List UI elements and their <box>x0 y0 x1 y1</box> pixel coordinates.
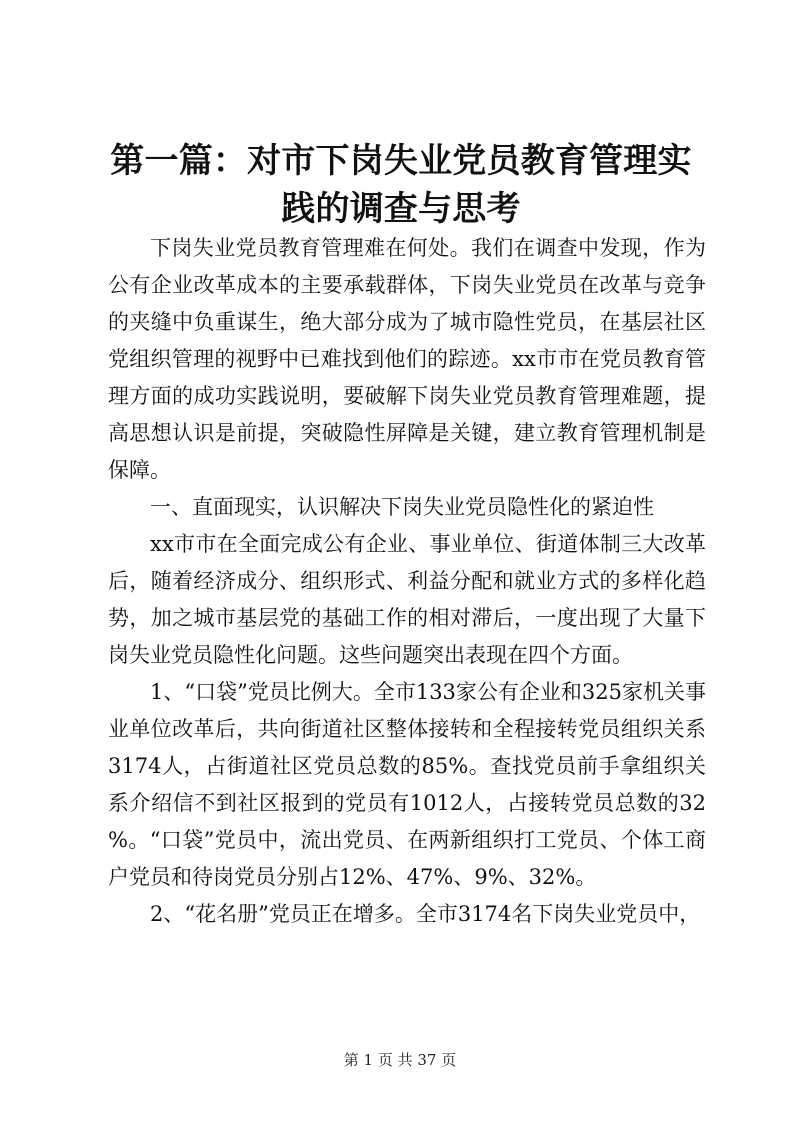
document-title: 第一篇：对市下岗失业党员教育管理实践的调查与思考 <box>110 141 692 229</box>
paragraph-background: xx市市在全面完成公有企业、事业单位、街道体制三大改革后，随着经济成分、组织形式、利益分配和就业方式的多样化趋势，加之城市基层党的基础工作的相对滞后，一度出现了大量下岗失业党员隐性化问题。这些问题突出表现在四个方面。 <box>108 532 706 667</box>
section-heading-1: 一、直面现实，认识解决下岗失业党员隐性化的紧迫性 <box>150 495 654 519</box>
paragraph-pocket-members: 1、“口袋”党员比例大。全市133家公有企业和325家机关事业单位改革后，共向街道社区整体接转和全程接转党员组织关系3174人，占街道社区党员总数的85%。查找党员前手拿组织关系介绍信不到社区报到的党员有1012人，占接转党员总数的32%。“口袋”党员中，流出党员、在两新组织打工党员、个体工商户党员和待岗党员分别占12%、47%、9%、32%。 <box>108 680 706 889</box>
paragraph-roster-members: 2、“花名册”党员正在增多。全市3174名下岗失业党员中， <box>150 902 701 926</box>
paragraph-intro: 下岗失业党员教育管理难在何处。我们在调查中发现，作为公有企业改革成本的主要承载群体，下岗失业党员在改革与竞争的夹缝中负重谋生，绝大部分成为了城市隐性党员，在基层社区党组织管理的视野中已难找到他们的踪迹。xx市市在党员教育管理方面的成功实践说明，要破解下岗失业党员教育管理难题，提高思想认识是前提，突破隐性屏障是关键，建立教育管理机制是保障。 <box>108 236 706 482</box>
document-body <box>108 230 706 933</box>
page-number: 第 1 页 共 37 页 <box>343 1051 457 1069</box>
